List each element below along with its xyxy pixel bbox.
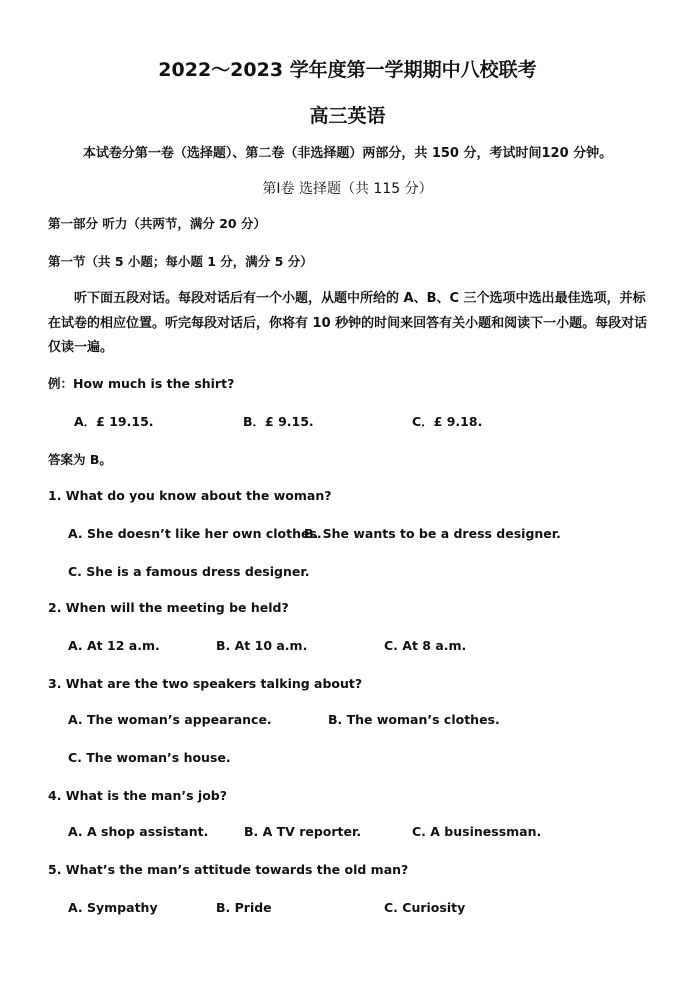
- option-b: B. Pride: [216, 900, 272, 915]
- question-stem: 1. What do you know about the woman?: [48, 488, 332, 503]
- option-a: A. The woman’s appearance.: [68, 712, 272, 727]
- option-c: C. Curiosity: [384, 900, 466, 915]
- part-heading: 第一部分 听力（共两节，满分 20 分）: [48, 216, 266, 231]
- example-option-c: C．£ 9.18.: [412, 414, 483, 429]
- question-stem: 4. What is the man’s job?: [48, 788, 227, 803]
- question-stem: 3. What are the two speakers talking about?: [48, 676, 363, 691]
- option-c: C. At 8 a.m.: [384, 638, 467, 653]
- example-question: 例：How much is the shirt?: [48, 376, 235, 391]
- example-answer: 答案为 B。: [48, 452, 112, 467]
- option-b: B. She wants to be a dress designer.: [304, 526, 561, 541]
- exam-title: 2022～2023 学年度第一学期期中八校联考: [158, 59, 537, 81]
- option-a: A. A shop assistant.: [68, 824, 209, 839]
- option-a: A. She doesn’t like her own clothes.: [68, 526, 322, 541]
- question-stem: 2. When will the meeting be held?: [48, 600, 289, 615]
- option-c: C. The woman’s house.: [68, 750, 231, 765]
- subject-title: 高三英语: [309, 105, 386, 127]
- listening-directions: 听下面五段对话。每段对话后有一个小题，从题中所给的 A、B、C 三个选项中选出最佳选项，并标在试卷的相应位置。听完每段对话后，你将有 10 秒钟的时间来回答有关小题和阅读下一小题。每段对话仅读一遍。: [48, 291, 648, 355]
- option-b: B. At 10 a.m.: [216, 638, 308, 653]
- question-stem: 5. What’s the man’s attitude towards the old man?: [48, 862, 409, 877]
- volume-title: 第Ⅰ卷 选择题（共 115 分）: [262, 181, 433, 197]
- option-b: B. The woman’s clothes.: [328, 712, 500, 727]
- option-c: C. She is a famous dress designer.: [68, 564, 310, 579]
- section-heading: 第一节（共 5 小题；每小题 1 分，满分 5 分）: [48, 254, 313, 269]
- exam-instructions: 本试卷分第一卷（选择题）、第二卷（非选择题）两部分，共 150 分，考试时间120 分钟。: [82, 146, 613, 161]
- example-option-b: B．£ 9.15.: [243, 414, 314, 429]
- example-option-a: A．£ 19.15.: [74, 414, 154, 429]
- option-a: A. Sympathy: [68, 900, 158, 915]
- option-a: A. At 12 a.m.: [68, 638, 160, 653]
- option-b: B. A TV reporter.: [244, 824, 362, 839]
- option-c: C. A businessman.: [412, 824, 542, 839]
